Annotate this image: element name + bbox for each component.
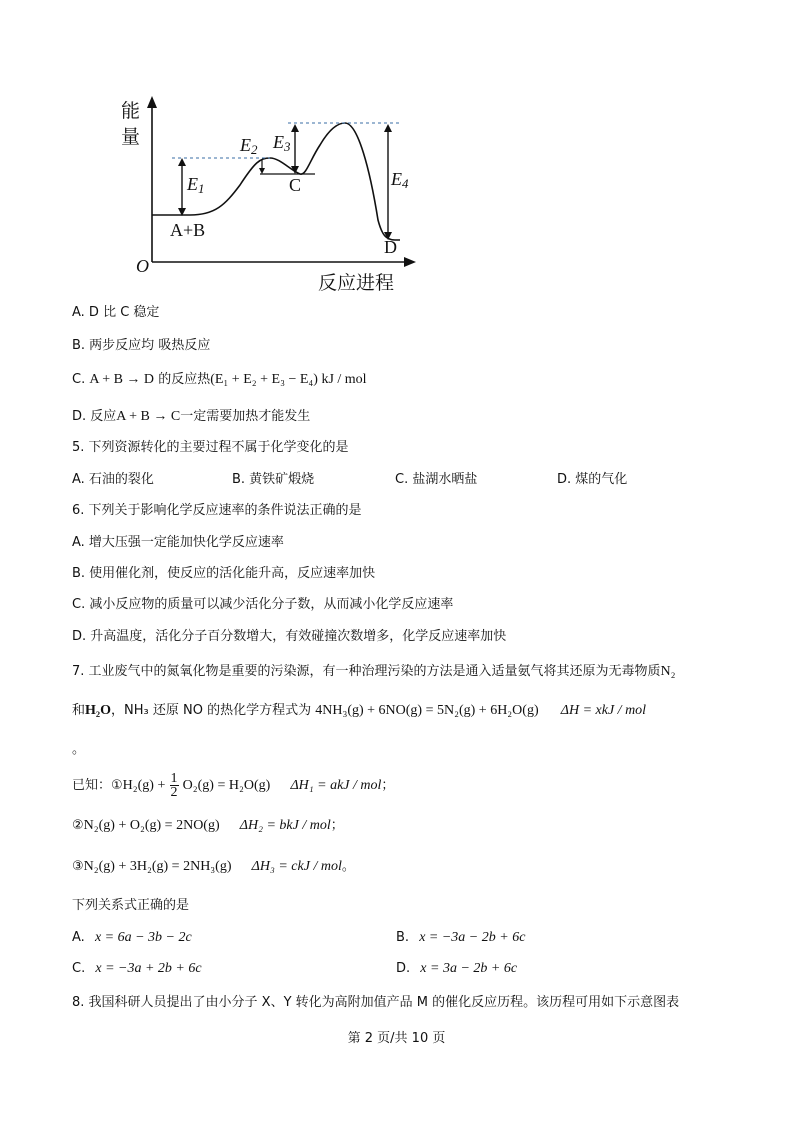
y-axis-arrow-icon <box>147 96 157 108</box>
q7-stem-line-2: 和H₂O，NH₃ 还原 NO 的热化学方程式为 4NH₃(g) + 6NO(g) = 5N₂(g) + 6H₂O(g) ΔH = xkJ / mol <box>72 703 647 718</box>
q7-ask: 下列关系式正确的是 <box>72 898 190 913</box>
q4-option-d: D. 反应A + B → C一定需要加热才能发生 <box>72 409 311 424</box>
q8-stem: 8. 我国科研人员提出了由小分子 X、Y 转化为高附加值产品 M 的催化反应历程。该历程可用如下示意图表 <box>72 995 680 1010</box>
d-label: D <box>384 237 397 257</box>
q4-option-a: A. D 比 C 稳定 <box>72 305 160 320</box>
q7-known-2: ②N₂(g) + O₂(g) = 2NO(g) ΔH₂ = bkJ / mol； <box>72 818 344 833</box>
q5-option-c: C. 盐湖水晒盐 <box>395 472 478 487</box>
q5-stem: 5. 下列资源转化的主要过程不属于化学变化的是 <box>72 440 349 455</box>
q7-known-3: ③N₂(g) + 3H₂(g) = 2NH₃(g) ΔH₃ = ckJ / mol。 <box>72 859 355 874</box>
q6-stem: 6. 下列关于影响化学反应速率的条件说法正确的是 <box>72 503 362 518</box>
q7-known-1: 已知：①H₂(g) + $\frac{1}{2}$ O₂(g) = H₂O(g) ΔH₁ = akJ / mol； <box>72 771 395 800</box>
e1-label: $E_1$ <box>187 174 205 197</box>
q4-option-b: B. 两步反应均 吸热反应 <box>72 338 211 353</box>
y-axis-label-1: 能 <box>121 100 141 122</box>
one-half-fraction: $\frac{1}{2}$ <box>170 771 178 800</box>
e3-label: $E_3$ <box>273 132 291 155</box>
y-axis-label-2: 量 <box>121 126 141 148</box>
page-footer: 第 2 页/共 10 页 <box>347 1031 446 1046</box>
q6-option-a: A. 增大压强一定能加快化学反应速率 <box>72 535 284 550</box>
q7-period: 。 <box>72 742 86 757</box>
q4-option-c: C. A + B → D 的反应热(E₁ + E₂ + E₃ − E₄) kJ / mol <box>72 372 367 387</box>
e2-label: $E_2$ <box>240 135 258 158</box>
energy-diagram <box>110 90 420 295</box>
q5-option-a: A. 石油的裂化 <box>72 472 154 487</box>
q6-option-c: C. 减小反应物的质量可以减少活化分子数，从而减小化学反应速率 <box>72 597 454 612</box>
x-axis-label: 反应进程 <box>318 272 395 294</box>
e4-label: $E_4$ <box>391 169 409 192</box>
ab-label: A+B <box>170 220 206 240</box>
q5-option-d: D. 煤的气化 <box>557 472 628 487</box>
q5-option-b: B. 黄铁矿煅烧 <box>232 472 315 487</box>
x-axis-arrow-icon <box>404 257 416 267</box>
q7-option-b: B. x = −3a − 2b + 6c <box>396 930 526 945</box>
q6-option-b: B. 使用催化剂，使反应的活化能升高，反应速率加快 <box>72 566 376 581</box>
q7-option-a: A. x = 6a − 3b − 2c <box>72 930 192 945</box>
q7-option-d: D. x = 3a − 2b + 6c <box>396 961 518 976</box>
c-label: C <box>289 175 302 195</box>
origin-label: O <box>136 256 149 276</box>
q7-option-c: C. x = −3a + 2b + 6c <box>72 961 202 976</box>
q7-stem-line-1: 7. 工业废气中的氮氧化物是重要的污染源，有一种治理污染的方法是通入适量氨气将其还原为无毒物质N₂ <box>72 664 676 679</box>
q6-option-d: D. 升高温度，活化分子百分数增大，有效碰撞次数增多，化学反应速率加快 <box>72 629 507 644</box>
